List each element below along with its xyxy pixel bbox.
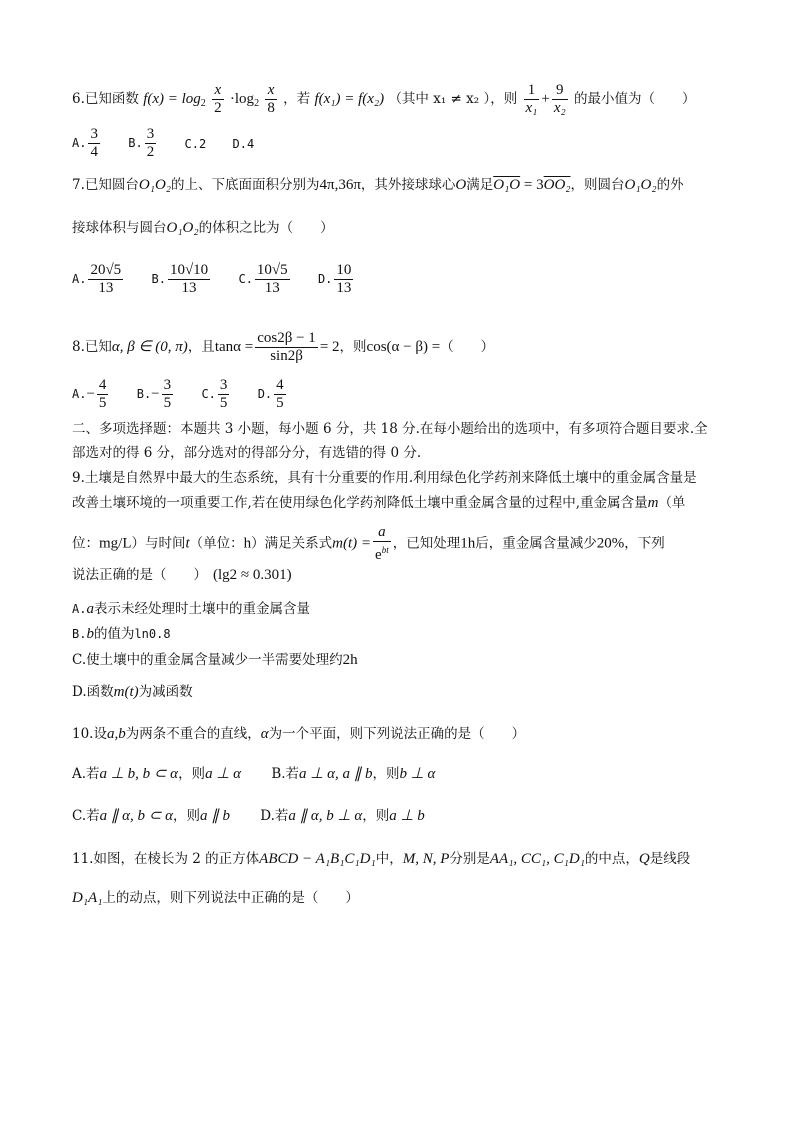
q6-tail: 的最小值为（ ）: [574, 91, 696, 107]
q7-option-d[interactable]: D. $\frac{10}{13}$: [317, 262, 352, 296]
q9-option-c[interactable]: C.使土壤中的重金属含量减少一半需要处理约2h: [72, 652, 358, 668]
q8-option-b[interactable]: B.− $\frac{3}{5}$: [136, 377, 172, 411]
q11-line2: D₁A₁上的动点，则下列说法中正确的是（ ）: [72, 890, 359, 906]
q9-line4: 说法正确的是（ ） (lg2 ≈ 0.301): [72, 567, 292, 583]
q9-formula-frac: $\frac{a}{e^{bt}}$: [375, 524, 389, 563]
q10-option-d[interactable]: D.若a ∥ α, b ⊥ α，则a ⊥ b: [260, 808, 425, 824]
q9-option-b[interactable]: B.b的值为ln0.8: [72, 626, 171, 642]
q11-line1: 11.如图，在棱长为 2 的正方体ABCD − A₁B₁C₁D₁中，M, N, P分别是AA₁, CC₁, C₁D₁的中点，Q是线段: [72, 851, 691, 867]
q9-line3: 位：mg/L）与时间t（单位：h）满足关系式m(t) = $\frac{a}{e^{bt}}$ ，已知处理1h后，重金属含量减少20%，下列: [72, 524, 665, 563]
q6-mid: ，若: [283, 91, 311, 107]
q9-hint: (lg2 ≈ 0.301): [213, 567, 292, 583]
section2-line1: 二、多项选择题：本题共 3 小题，每小题 6 分，共 18 分.在每小题给出的选项中，有多项符合题目要求.全: [72, 421, 708, 437]
q6-dot-log: ·log: [229, 91, 255, 107]
q10-option-a[interactable]: A.若a ⊥ b, b ⊂ α，则a ⊥ α: [72, 766, 242, 782]
q6-cond: （其中 x₁ ≠ x₂ ），则: [388, 91, 518, 107]
section2-line2: 部选对的得 6 分，部分选对的得部分分，有选错的得 0 分.: [72, 445, 422, 461]
q7-areas: 4π,36π: [319, 177, 361, 193]
q6-frac3: $\frac{1}{\text{x₁}}$: [525, 82, 538, 116]
q6-options: [72, 126, 276, 161]
q10-option-c[interactable]: C.若a ∥ α, b ⊂ α，则a ∥ b: [72, 808, 230, 824]
q6-eq: f(x₁) = f(x₂): [314, 91, 385, 107]
q6-frac1: $\frac{x}{2}$: [214, 82, 222, 116]
q8-option-a[interactable]: A.− $\frac{4}{5}$: [72, 377, 107, 411]
q6-frac2: $\frac{x}{8}$: [267, 82, 275, 116]
q9-line1: 9.土壤是自然界中最大的生态系统，具有十分重要的作用.利用绿色化学药剂来降低土壤中的重金属含量是: [72, 470, 697, 486]
q6-option-d[interactable]: D.4: [232, 136, 255, 151]
q10-options-row1: [72, 765, 457, 783]
q8-condition: α, β ∈ (0, π): [111, 339, 188, 355]
q9-line2: 改善土壤环境的一项重要工作,若在使用绿色化学药剂降低土壤中重金属含量的过程中,重金属含量m（单: [72, 495, 686, 511]
q10-option-b[interactable]: B.若a ⊥ α, a ∥ b，则b ⊥ α: [271, 766, 436, 782]
q10-stem: 10.设a,b为两条不重合的直线，α为一个平面，则下列说法正确的是（ ）: [72, 726, 526, 742]
q7-options: [72, 262, 377, 297]
q9-option-a[interactable]: A.a表示未经处理时土壤中的重金属含量: [72, 601, 310, 617]
q6-func-base: 2: [200, 98, 206, 109]
q10-options-row2: [72, 807, 447, 825]
q7-vector-rhs: OO₂: [543, 177, 571, 193]
q7-option-a[interactable]: A. $\frac{20√5}{13}$: [72, 262, 122, 296]
q7-option-b[interactable]: B. $\frac{10√10}{13}$: [151, 262, 209, 296]
q8-stem: 8.已知α, β ∈ (0, π)，且tanα = $\frac{\cos 2\beta - 1}{\sin 2\beta}$ = 2，则cos(α − β) =（ ）: [72, 330, 495, 364]
q9-formula: m(t) =: [332, 535, 372, 552]
q6-frac4: $\frac{9}{\text{x₂}}$: [553, 82, 566, 116]
q7-stem-line2: 接球体积与圆台O₁O₂的体积之比为（ ）: [72, 220, 334, 236]
q8-frac: $\frac{\cos 2\beta - 1}{\sin 2\beta}$: [257, 330, 316, 364]
q6-stem: 6.已知函数 $f(x) = \log_2$ $\frac{x}{2}$ $\cdot\log_2$ $\frac{x}{8}$ ，若 f(x₁) = f(x₂) （其中 x₁ ≠ x₂ ），则 $\frac{1}{\text{x₁}}$ + $\frac{9}{\text{x₂}}$ 的最小值为（ ）: [72, 82, 696, 116]
q8-options: [72, 377, 310, 412]
q7-vector-lhs: O₁O: [493, 177, 521, 193]
q7-stem-line1: 7.已知圆台O₁O₂的上、下底面面积分别为4π,36π，其外接球球心O满足O₁O = 3OO₂，则圆台O₁O₂的外: [72, 177, 684, 193]
q9-option-d[interactable]: D.函数m(t)为减函数: [72, 684, 193, 700]
q6-option-b[interactable]: B. $\frac{3}{2}$: [128, 126, 155, 160]
q7-option-c[interactable]: C. $\frac{10√5}{13}$: [238, 262, 288, 296]
q8-ask: cos(α − β) =: [366, 339, 441, 355]
q6-prefix: 6.已知函数: [72, 91, 139, 107]
q7-frustum: O₁O₂: [138, 177, 171, 193]
q8-option-c[interactable]: C. $\frac{3}{5}$: [201, 377, 228, 411]
q6-option-c[interactable]: C.2: [184, 136, 207, 151]
q6-func-lhs: f(x) = log: [143, 91, 201, 107]
q8-option-d[interactable]: D. $\frac{4}{5}$: [257, 377, 284, 411]
q6-option-a[interactable]: A. $\frac{3}{4}$: [72, 126, 98, 160]
